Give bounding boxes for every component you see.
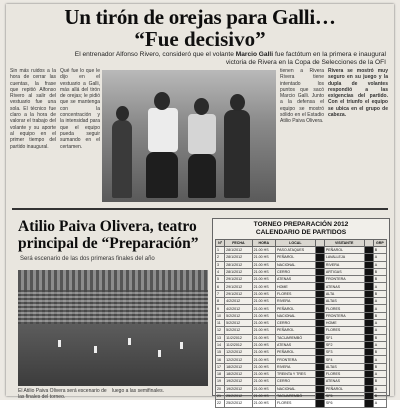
table-cell [364, 247, 373, 254]
table-cell: 21.00 HS [252, 349, 275, 356]
table-cell [315, 378, 324, 385]
column-header: VISITANTE [324, 240, 364, 247]
table-cell: CERRO [276, 268, 316, 275]
table-cell [315, 276, 324, 283]
table-cell [364, 392, 373, 399]
table-row [216, 298, 387, 305]
article-column-3: tienen a Rivera Rivera tiene intentado los puntos que sacó Marcio Galli. Junto a la defensa el equipo se mostró sólido en el Estadio Atilio Paiva Olivera. [280, 68, 324, 125]
table-cell: PEÑAROL [324, 385, 364, 392]
column-header: HORA [252, 240, 275, 247]
table-cell: A [373, 305, 386, 312]
table-cell: LAVALLEJA [324, 254, 364, 261]
table-cell [315, 312, 324, 319]
table-row [216, 312, 387, 319]
table-cell [315, 319, 324, 326]
table-cell [364, 385, 373, 392]
table-cell: PEÑAROL [276, 327, 316, 334]
table-cell [315, 290, 324, 297]
table-cell: B [373, 334, 386, 341]
table-cell: 4 [216, 268, 225, 275]
table-cell [315, 305, 324, 312]
table-cell: 19/2/2012 [225, 378, 252, 385]
player-head [116, 106, 129, 121]
table-cell: 15 [216, 349, 225, 356]
table-row [216, 305, 387, 312]
table-row [216, 349, 387, 356]
table-cell: PASO ATAQUES [276, 247, 316, 254]
table-row [216, 268, 387, 275]
table-cell: ATENAS [276, 276, 316, 283]
fixture-table-box [212, 218, 390, 406]
bottom-text-right: luego a las semifinales. [112, 388, 164, 394]
table-cell: 21.00 HS [252, 298, 275, 305]
table-cell: CERRO [276, 378, 316, 385]
column-header [315, 240, 324, 247]
table-cell: FLORES [324, 371, 364, 378]
table-cell: 28/1/2012 [225, 261, 252, 268]
table-cell: 21.00 HS [252, 319, 275, 326]
table-cell: FRONTERA [324, 276, 364, 283]
table-cell: A [373, 298, 386, 305]
table-cell: B [373, 268, 386, 275]
table-cell: 8 [216, 298, 225, 305]
headline-top-line2: “Fue decisivo” [134, 27, 266, 51]
table-cell [364, 319, 373, 326]
table-row [216, 276, 387, 283]
fixture-body [216, 247, 387, 408]
table-cell [315, 298, 324, 305]
table-cell: 1 [216, 247, 225, 254]
table-cell: B [373, 276, 386, 283]
table-cell [364, 356, 373, 363]
table-cell [364, 283, 373, 290]
table-cell [364, 312, 373, 319]
table-cell: 29/1/2012 [225, 276, 252, 283]
table-cell: RIVERA [276, 363, 316, 370]
fixture-title-line1: TORNEO PREPARACIÓN 2012 [253, 221, 349, 228]
table-cell: B [373, 312, 386, 319]
table-row [216, 327, 387, 334]
table-cell [315, 371, 324, 378]
player-head [154, 92, 170, 110]
table-row [216, 247, 387, 254]
table-cell: B [373, 290, 386, 297]
table-cell: 29/1/2012 [225, 283, 252, 290]
lead-part2: fue factótum en la primera e inaugural victoria de Rivera en la Copa de Selecciones de la OFI [225, 51, 386, 66]
headline-top-line1: Un tirón de orejas para Galli… [64, 5, 336, 29]
table-cell: 21.00 HS [252, 385, 275, 392]
table-cell: FRONTERA [324, 312, 364, 319]
player-dot [158, 350, 161, 357]
table-cell: NACIONAL [276, 261, 316, 268]
table-row [216, 392, 387, 399]
table-cell: RIVERA [324, 261, 364, 268]
table-row [216, 385, 387, 392]
table-cell: 12/2/2012 [225, 356, 252, 363]
table-cell: 12 [216, 327, 225, 334]
lead-name: Marcio Galli [235, 51, 274, 58]
table-cell: 28/1/2012 [225, 247, 252, 254]
table-cell [364, 363, 373, 370]
table-cell: 21.00 HS [252, 356, 275, 363]
table-cell [315, 254, 324, 261]
table-cell: 16 [216, 356, 225, 363]
table-cell: A [373, 254, 386, 261]
table-cell [315, 356, 324, 363]
table-cell [364, 400, 373, 407]
table-cell: 21.00 HS [252, 392, 275, 399]
table-cell: 7 [216, 290, 225, 297]
table-cell: 19/2/2012 [225, 385, 252, 392]
table-cell: TACUAREMBÓ [276, 392, 316, 399]
column-header [364, 240, 373, 247]
lead-part1: El entrenador Alfonso Rivero, consideró que el volante [74, 51, 236, 58]
table-cell: 18/2/2012 [225, 371, 252, 378]
table-row [216, 254, 387, 261]
table-cell: 19 [216, 378, 225, 385]
table-cell: RIVERA [276, 298, 316, 305]
table-cell: TREINTA Y TRES [276, 371, 316, 378]
table-cell: 13 [216, 334, 225, 341]
table-cell: B [373, 247, 386, 254]
table-cell [364, 349, 373, 356]
table-cell: B [373, 349, 386, 356]
table-cell [315, 268, 324, 275]
table-cell: A [373, 327, 386, 334]
table-cell: PEÑAROL [276, 254, 316, 261]
column-header: FECHA [225, 240, 252, 247]
table-cell [364, 327, 373, 334]
table-cell [364, 268, 373, 275]
table-cell: 21 [216, 392, 225, 399]
table-cell: 4/2/2012 [225, 305, 252, 312]
table-cell: 10 [216, 312, 225, 319]
table-cell: B [373, 363, 386, 370]
table-row [216, 319, 387, 326]
table-cell [315, 341, 324, 348]
table-cell: SF5 [324, 392, 364, 399]
table-cell: ATENAS [324, 378, 364, 385]
table-cell: 5/2/2012 [225, 312, 252, 319]
table-cell: ALTAS [324, 298, 364, 305]
table-cell: FLORES [324, 327, 364, 334]
player-figure [112, 120, 132, 198]
table-cell: 22 [216, 400, 225, 407]
table-row [216, 341, 387, 348]
table-cell: 25/2/2012 [225, 400, 252, 407]
table-cell: ATENAS [276, 341, 316, 348]
table-row [216, 356, 387, 363]
table-cell: 2 [216, 254, 225, 261]
table-cell [315, 349, 324, 356]
table-cell: 11 [216, 319, 225, 326]
table-cell: PEÑAROL [276, 305, 316, 312]
table-cell [364, 334, 373, 341]
table-cell: 21.00 HS [252, 341, 275, 348]
table-cell: FRONTERA [276, 356, 316, 363]
table-cell [364, 276, 373, 283]
table-cell: 11/2/2012 [225, 334, 252, 341]
table-cell: 11/2/2012 [225, 341, 252, 348]
table-cell: 25/2/2012 [225, 392, 252, 399]
table-cell: 5/2/2012 [225, 327, 252, 334]
table-cell: NACIONAL [276, 385, 316, 392]
table-row [216, 283, 387, 290]
bottom-text-left: El Atilio Paiva Olivera será escenario de las finales del torneo. [18, 388, 107, 400]
table-cell: CERRO [276, 319, 316, 326]
table-cell [315, 261, 324, 268]
table-row [216, 363, 387, 370]
table-cell: 21.00 HS [252, 334, 275, 341]
table-row [216, 261, 387, 268]
table-cell: 21.00 HS [252, 247, 275, 254]
table-cell: B [373, 378, 386, 385]
table-cell [315, 327, 324, 334]
table-cell [364, 298, 373, 305]
table-cell: 21.00 HS [252, 400, 275, 407]
table-row [216, 334, 387, 341]
table-cell: NACIONAL [276, 312, 316, 319]
table-cell: 29/1/2012 [225, 290, 252, 297]
headline-bottom: Atilio Paiva Olivera, teatro principal de “Preparación” [18, 218, 199, 252]
table-cell: A [373, 400, 386, 407]
table-cell: 21.00 HS [252, 371, 275, 378]
table-cell: 21.00 HS [252, 305, 275, 312]
table-row [216, 290, 387, 297]
table-cell: 21.00 HS [252, 254, 275, 261]
table-cell: SF3 [324, 349, 364, 356]
table-cell: 14 [216, 341, 225, 348]
table-cell: 20 [216, 385, 225, 392]
table-cell: FLORES [276, 400, 316, 407]
table-cell: A [373, 261, 386, 268]
table-cell: ALTAS [324, 363, 364, 370]
table-cell [315, 392, 324, 399]
player-dot [180, 342, 183, 349]
table-cell: A [373, 283, 386, 290]
player-head [230, 94, 245, 111]
table-cell [315, 247, 324, 254]
column-header: LOCAL [276, 240, 316, 247]
table-cell [364, 371, 373, 378]
table-cell: 21.00 HS [252, 283, 275, 290]
table-cell: PEÑAROL [324, 247, 364, 254]
table-cell: 21.00 HS [252, 312, 275, 319]
players-photo [102, 70, 276, 202]
table-cell [364, 290, 373, 297]
column-header: GRP [373, 240, 386, 247]
table-cell: 21.00 HS [252, 290, 275, 297]
stadium-pitch [18, 324, 208, 386]
table-cell: 17 [216, 363, 225, 370]
table-cell: 21.00 HS [252, 327, 275, 334]
table-cell [315, 363, 324, 370]
table-cell: 21.00 HS [252, 261, 275, 268]
column-header: Nº [216, 240, 225, 247]
table-cell: 18 [216, 371, 225, 378]
player-figure [224, 110, 250, 198]
stadium-photo [18, 270, 208, 386]
table-cell [364, 378, 373, 385]
table-cell [364, 305, 373, 312]
table-cell: 28/1/2012 [225, 254, 252, 261]
player-figure [188, 114, 216, 154]
table-cell: SF4 [324, 356, 364, 363]
player-head [194, 98, 209, 115]
table-row [216, 378, 387, 385]
table-cell [364, 254, 373, 261]
player-dot [94, 346, 97, 353]
newspaper-sheet [6, 4, 394, 406]
player-legs [146, 152, 178, 198]
table-cell: 9 [216, 305, 225, 312]
lead-paragraph [68, 51, 386, 67]
subheadline-bottom: Será escenario de las dos primeras finales del año [20, 256, 155, 262]
table-cell: SF2 [324, 341, 364, 348]
fixture-header-row [216, 240, 387, 247]
table-cell: 6 [216, 283, 225, 290]
table-cell: SF1 [324, 334, 364, 341]
table-cell: SF6 [324, 400, 364, 407]
table-cell: 28/1/2012 [225, 268, 252, 275]
player-dot [128, 338, 131, 345]
table-cell: PEÑAROL [276, 349, 316, 356]
table-cell: 5 [216, 276, 225, 283]
table-cell: 3 [216, 261, 225, 268]
table-cell: 4/2/2012 [225, 298, 252, 305]
table-cell: A [373, 371, 386, 378]
article-column-4: Rivera se mostró muy seguro en su juego y la dupla de volantes respondió a las exigencias del partido. Con el triunfo el equipo se ubica en el grupo de cabeza. [328, 68, 388, 119]
table-cell: A [373, 385, 386, 392]
player-legs [188, 154, 216, 198]
table-row [216, 371, 387, 378]
table-cell: FLORES [276, 290, 316, 297]
fixture-table [215, 239, 387, 408]
table-cell: ARTIGAS [324, 268, 364, 275]
table-cell: HOME [324, 319, 364, 326]
section-divider [12, 208, 388, 210]
table-cell: 18/2/2012 [225, 363, 252, 370]
table-cell: B [373, 392, 386, 399]
table-cell: 5/2/2012 [225, 319, 252, 326]
table-cell: A [373, 341, 386, 348]
table-cell: A [373, 356, 386, 363]
table-cell [364, 341, 373, 348]
table-cell: HOME [276, 283, 316, 290]
stadium-crowd [18, 290, 208, 324]
article-column-2: Qué fue lo que le dijo en el vestuario a Galli, más allá del tirón de orejas; le pidió que se mantenga con la concentración y la intensidad para que el equipo pueda seguir sumando en el certamen. [60, 68, 100, 150]
table-cell [315, 385, 324, 392]
table-cell: 21.00 HS [252, 378, 275, 385]
table-cell [315, 334, 324, 341]
article-column-1: Sin más ruidos a la hora de cerrar las cuentas, la frase que repitió Alfonso Rivero al salir del vestuario fue una sola. El técnico fue claro a la hora de valorar el trabajo del volante y su aporte al equipo en el primer tiempo del partido inaugural. [10, 68, 56, 150]
player-dot [58, 340, 61, 347]
table-cell [315, 283, 324, 290]
fixture-title-line2: CALENDARIO DE PARTIDOS [255, 229, 347, 236]
table-cell: 21.00 HS [252, 268, 275, 275]
table-cell: A [373, 319, 386, 326]
table-cell: 21.00 HS [252, 276, 275, 283]
table-cell: 12/2/2012 [225, 349, 252, 356]
table-cell: ATENAS [324, 283, 364, 290]
table-cell [364, 261, 373, 268]
table-cell: ALTA [324, 290, 364, 297]
player-figure [148, 108, 178, 152]
table-cell: FLORES [324, 305, 364, 312]
table-cell: TACUAREMBÓ [276, 334, 316, 341]
table-cell: 21.00 HS [252, 363, 275, 370]
table-row [216, 400, 387, 407]
table-cell [315, 400, 324, 407]
